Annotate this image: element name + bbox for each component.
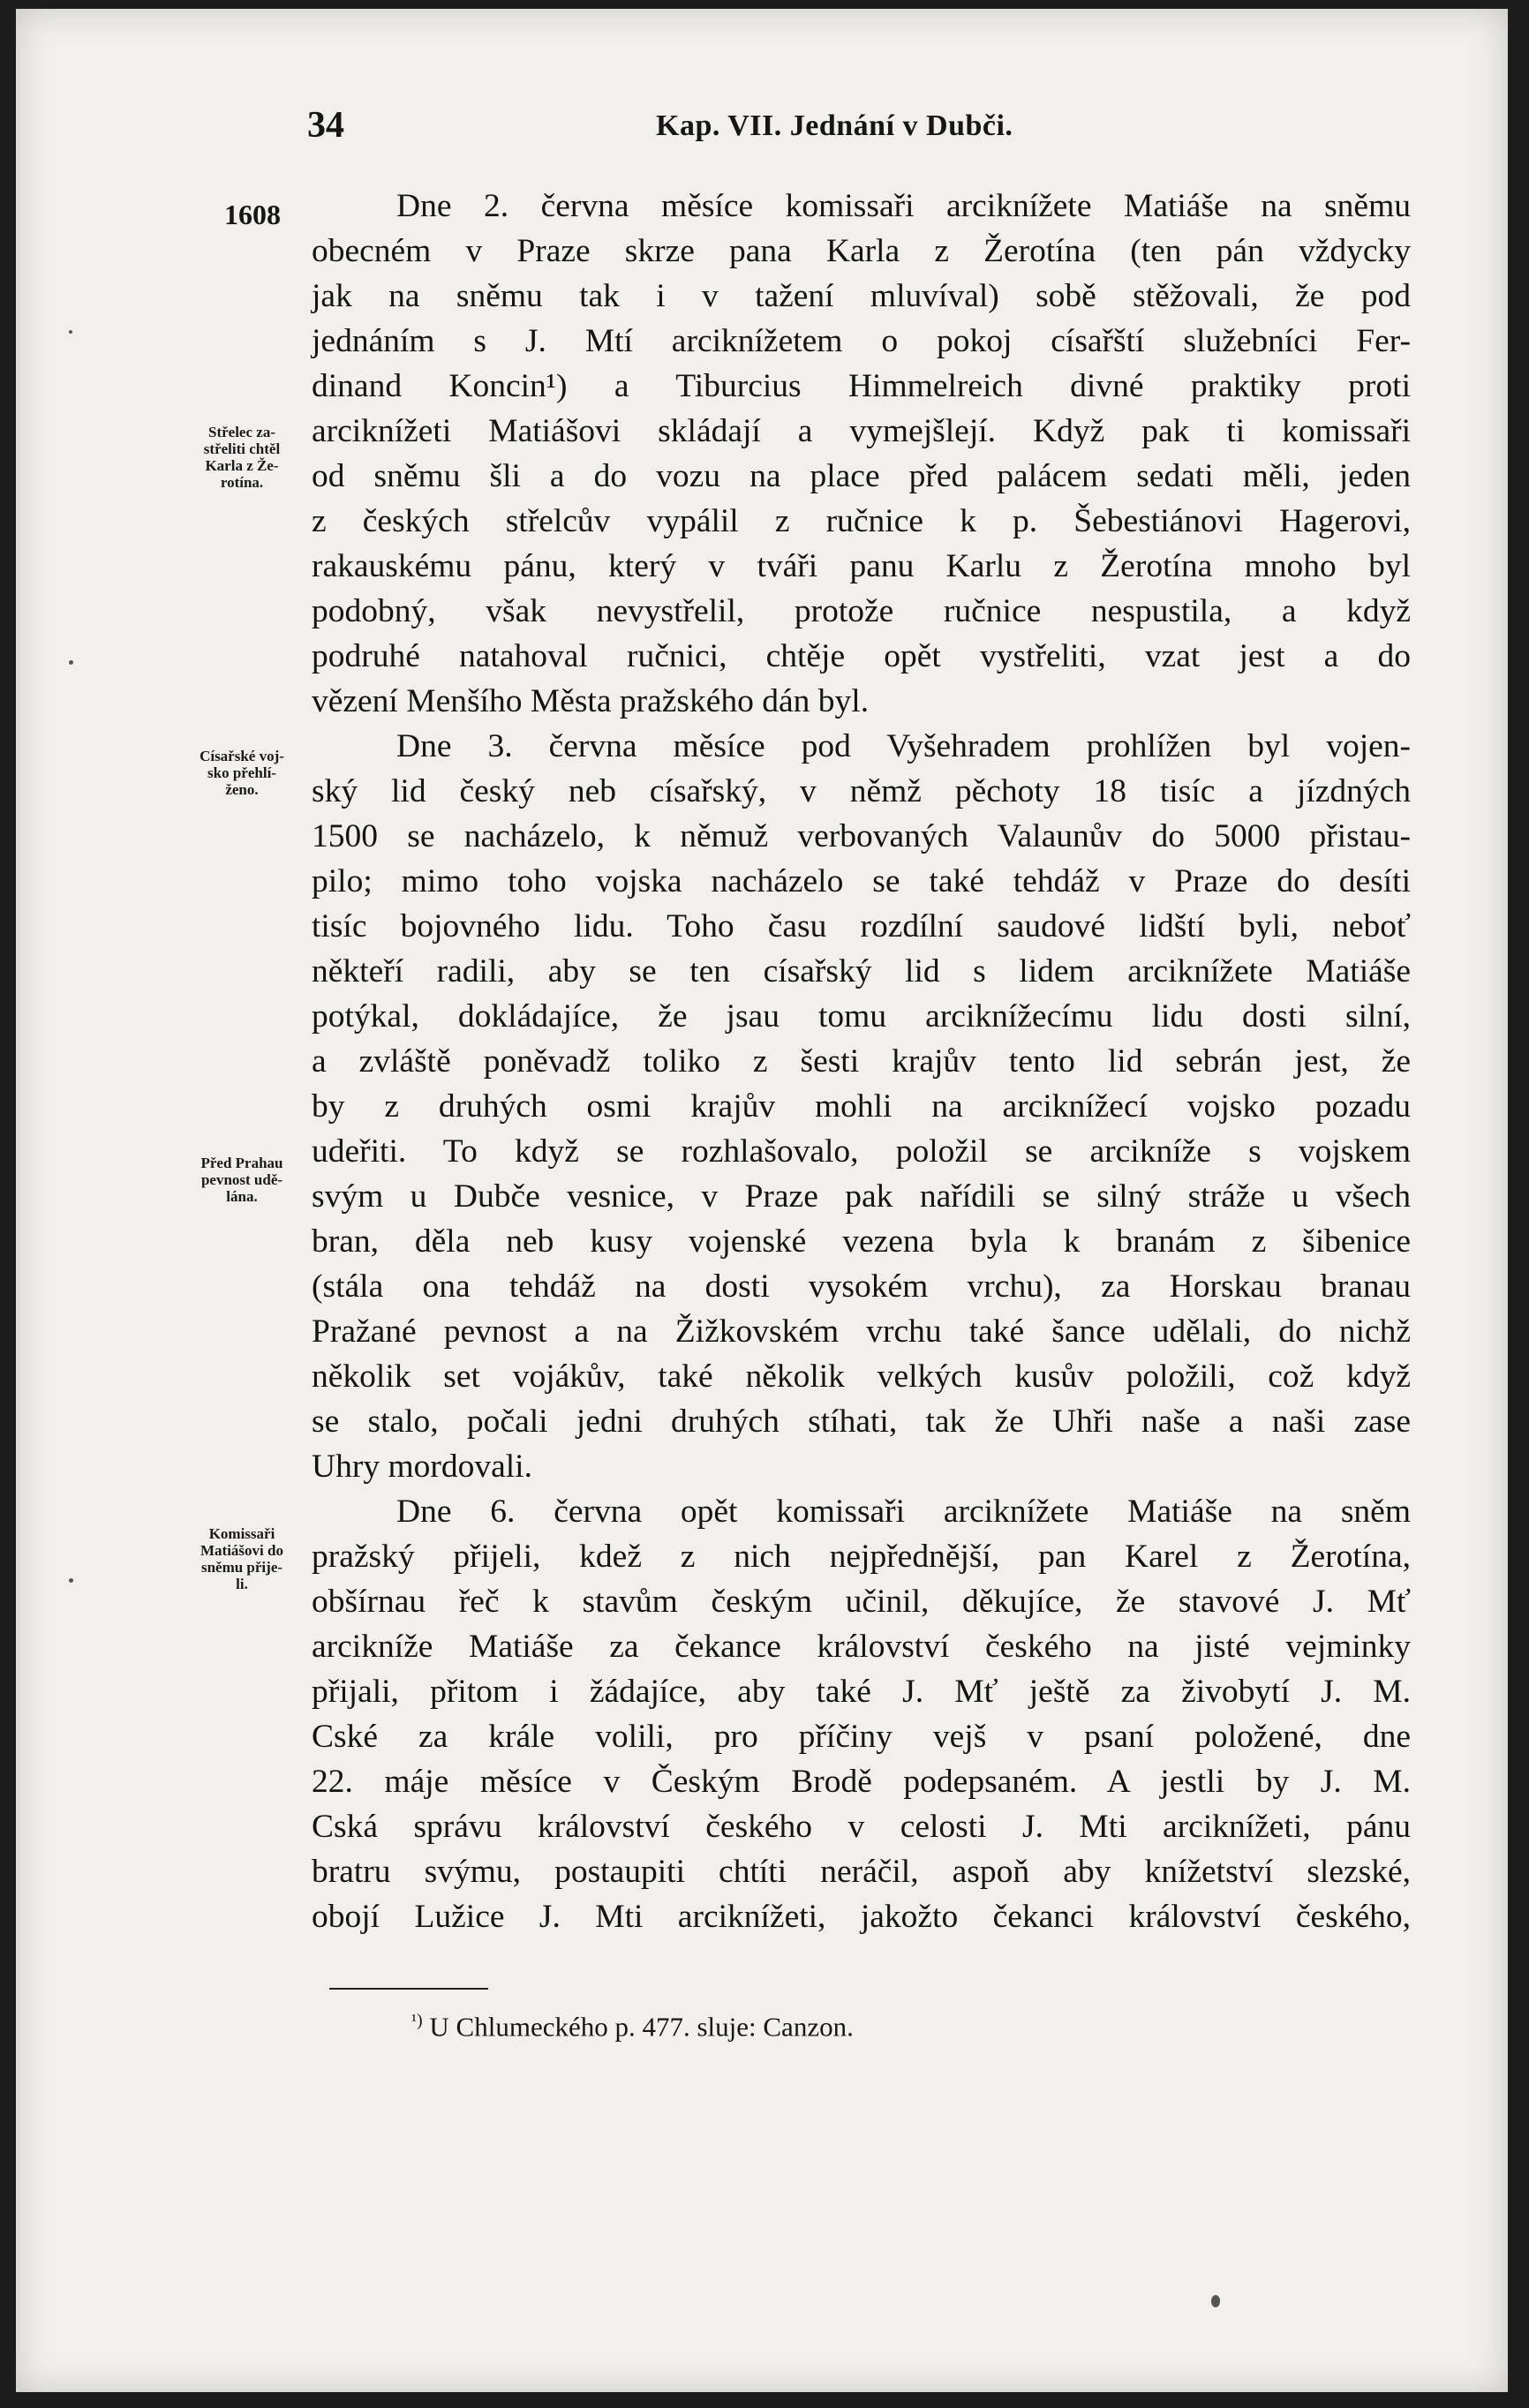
margin-note-fortress — [168, 1155, 316, 1205]
margin-note-line: Komissaři — [208, 1525, 275, 1542]
margin-note-line: pevnost udě- — [200, 1171, 283, 1188]
year-label: 1608 — [224, 199, 281, 230]
text-line: dinand Koncin¹) a Tiburcius Himmelreich divné praktiky proti — [312, 368, 1411, 404]
text-line: rakauskému pánu, který v tváři panu Karlu z Žerotína mnoho byl — [312, 548, 1411, 584]
text-line: jednáním s J. Mtí arciknížetem o pokoj císařští služebníci Fer- — [312, 323, 1411, 359]
footnote — [411, 2011, 854, 2043]
text-line: (stála ona tehdáž na dosti vysokém vrchu), za Horskau branau — [312, 1268, 1411, 1305]
scan-speck — [69, 1578, 73, 1583]
text-line: bratru svýmu, postaupiti chtíti neráčil, aspoň aby knížetství slezské, — [312, 1854, 1411, 1890]
margin-note-line: ženo. — [225, 781, 259, 798]
margin-note-line: Císařské voj- — [200, 748, 284, 764]
page-number: 34 — [307, 105, 344, 146]
text-line: bran, děla neb kusy vojenské vezena byla k branám z šibenice — [312, 1223, 1411, 1260]
text-line: podobný, však nevystřelil, protože ručnice nespustila, a když — [312, 593, 1411, 629]
text-line: Pražané pevnost a na Žižkovském vrchu také šance udělali, do nichž — [312, 1313, 1411, 1350]
text-line: arciknížeti Matiášovi skládají a vymejšlejí. Když pak ti komissaři — [312, 413, 1411, 449]
margin-note-line: sko přehlí- — [207, 764, 276, 781]
footnote-text: U Chlumeckého p. 477. sluje: Canzon. — [429, 2011, 854, 2043]
text-line: svým u Dubče vesnice, v Praze pak nařídili se silný stráže u všech — [312, 1178, 1411, 1215]
margin-note-line: lána. — [226, 1188, 258, 1205]
text-line: obšírnau řeč k stavům českým učinil, děkujíce, že stavové J. Mť — [312, 1584, 1411, 1620]
text-line: se stalo, počali jedni druhých stíhati, tak že Uhři naše a naši zase — [312, 1403, 1411, 1440]
text-line: od sněmu šli a do vozu na place před palácem sedati měli, jeden — [312, 458, 1411, 494]
margin-note-line: sněmu přije- — [200, 1559, 283, 1576]
text-line: Cské za krále volili, pro příčiny vejš v psaní položené, dne — [312, 1719, 1411, 1755]
text-line: by z druhých osmi krajův mohli na arciknížecí vojsko pozadu — [312, 1088, 1411, 1125]
text-line: ský lid český neb císařský, v němž pěchoty 18 tisíc a jízdných — [312, 773, 1411, 809]
text-line: jak na sněmu tak i v tažení mluvíval) sobě stěžovali, že pod — [312, 278, 1411, 314]
text-line: vězení Menšího Města pražského dán byl. — [312, 683, 870, 719]
text-line: 1500 se nacházelo, k němuž verbovaných Valaunův do 5000 přistau- — [312, 818, 1411, 854]
paragraph-june-3 — [312, 724, 1411, 1489]
margin-note-line: Před Prahau — [200, 1155, 283, 1171]
margin-note-line: Karla z Že- — [205, 457, 279, 474]
margin-note-line: Střelec za- — [208, 424, 275, 440]
text-line: a zvláště poněvadž toliko z šesti krajův tento lid sebrán jest, že — [312, 1043, 1411, 1080]
text-line: tisíc bojovného lidu. Toho času rozdílní saudové lidští byli, neboť — [312, 908, 1411, 944]
paragraph-june-6 — [312, 1489, 1411, 1939]
text-line: potýkal, dokládajíce, že jsau tomu arciknížecímu lidu dosti silní, — [312, 998, 1411, 1035]
text-line: pražský přijeli, kdež z nich nejpřednější, pan Karel z Žerotína, — [312, 1539, 1411, 1575]
text-line: Dne 2. června měsíce komissaři arciknížete Matiáše na sněmu — [396, 188, 1411, 224]
margin-note-shooter — [168, 424, 316, 491]
text-line: přijali, přitom i žádajíce, aby také J. Mť ještě za živobytí J. M. — [312, 1674, 1411, 1710]
text-line: obojí Lužice J. Mti arciknížeti, jakožto čekanci království českého, — [312, 1899, 1411, 1935]
margin-note-line: střeliti chtěl — [203, 440, 281, 457]
scan-speck — [69, 660, 73, 665]
text-line: Cská správu království českého v celosti J. Mti arciknížeti, pánu — [312, 1809, 1411, 1845]
text-line: pilo; mimo toho vojska nacházelo se také tehdáž v Praze do desíti — [312, 863, 1411, 899]
text-line: obecném v Praze skrze pana Karla z Žerotína (ten pán vždycky — [312, 233, 1411, 269]
scan-speck — [1211, 2295, 1220, 2307]
page-header — [16, 104, 1508, 157]
margin-note-army-review — [168, 748, 316, 798]
text-line: Dne 3. června měsíce pod Vyšehradem prohlížen byl vojen- — [396, 728, 1411, 764]
scan-speck — [69, 330, 72, 334]
footnote-marker: ¹) — [411, 2011, 423, 2030]
text-line: několik set vojákův, také několik velkých kusův položili, což když — [312, 1358, 1411, 1395]
paragraph-june-2 — [312, 184, 1411, 724]
margin-note-line: li. — [236, 1576, 248, 1592]
text-line: Uhry mordovali. — [312, 1449, 532, 1485]
text-line: arcikníže Matiáše za čekance království českého na jisté vejminky — [312, 1629, 1411, 1665]
running-head: Kap. VII. Jednání v Dubči. — [656, 109, 1013, 142]
text-line: udeřiti. To když se rozhlašovalo, položil se arcikníže s vojskem — [312, 1133, 1411, 1170]
text-line: podruhé natahoval ručnici, chtěje opět vystřeliti, vzat jest a do — [312, 638, 1411, 674]
body-text — [312, 184, 1411, 1939]
margin-note-line: rotína. — [220, 474, 264, 491]
text-line: 22. máje měsíce v Českým Brodě podepsaném. A jestli by J. M. — [312, 1764, 1411, 1800]
book-page — [16, 9, 1508, 2392]
footnote-separator — [329, 1988, 488, 1990]
text-line: Dne 6. června opět komissaři arciknížete Matiáše na sněm — [396, 1494, 1411, 1530]
text-line: z českých střelcův vypálil z ručnice k p. Šebestiánovi Hagerovi, — [312, 503, 1411, 539]
margin-note-commissioners — [168, 1525, 316, 1592]
margin-note-line: Matiášovi do — [200, 1542, 283, 1559]
text-line: někteří radili, aby se ten císařský lid s lidem arciknížete Matiáše — [312, 953, 1411, 990]
